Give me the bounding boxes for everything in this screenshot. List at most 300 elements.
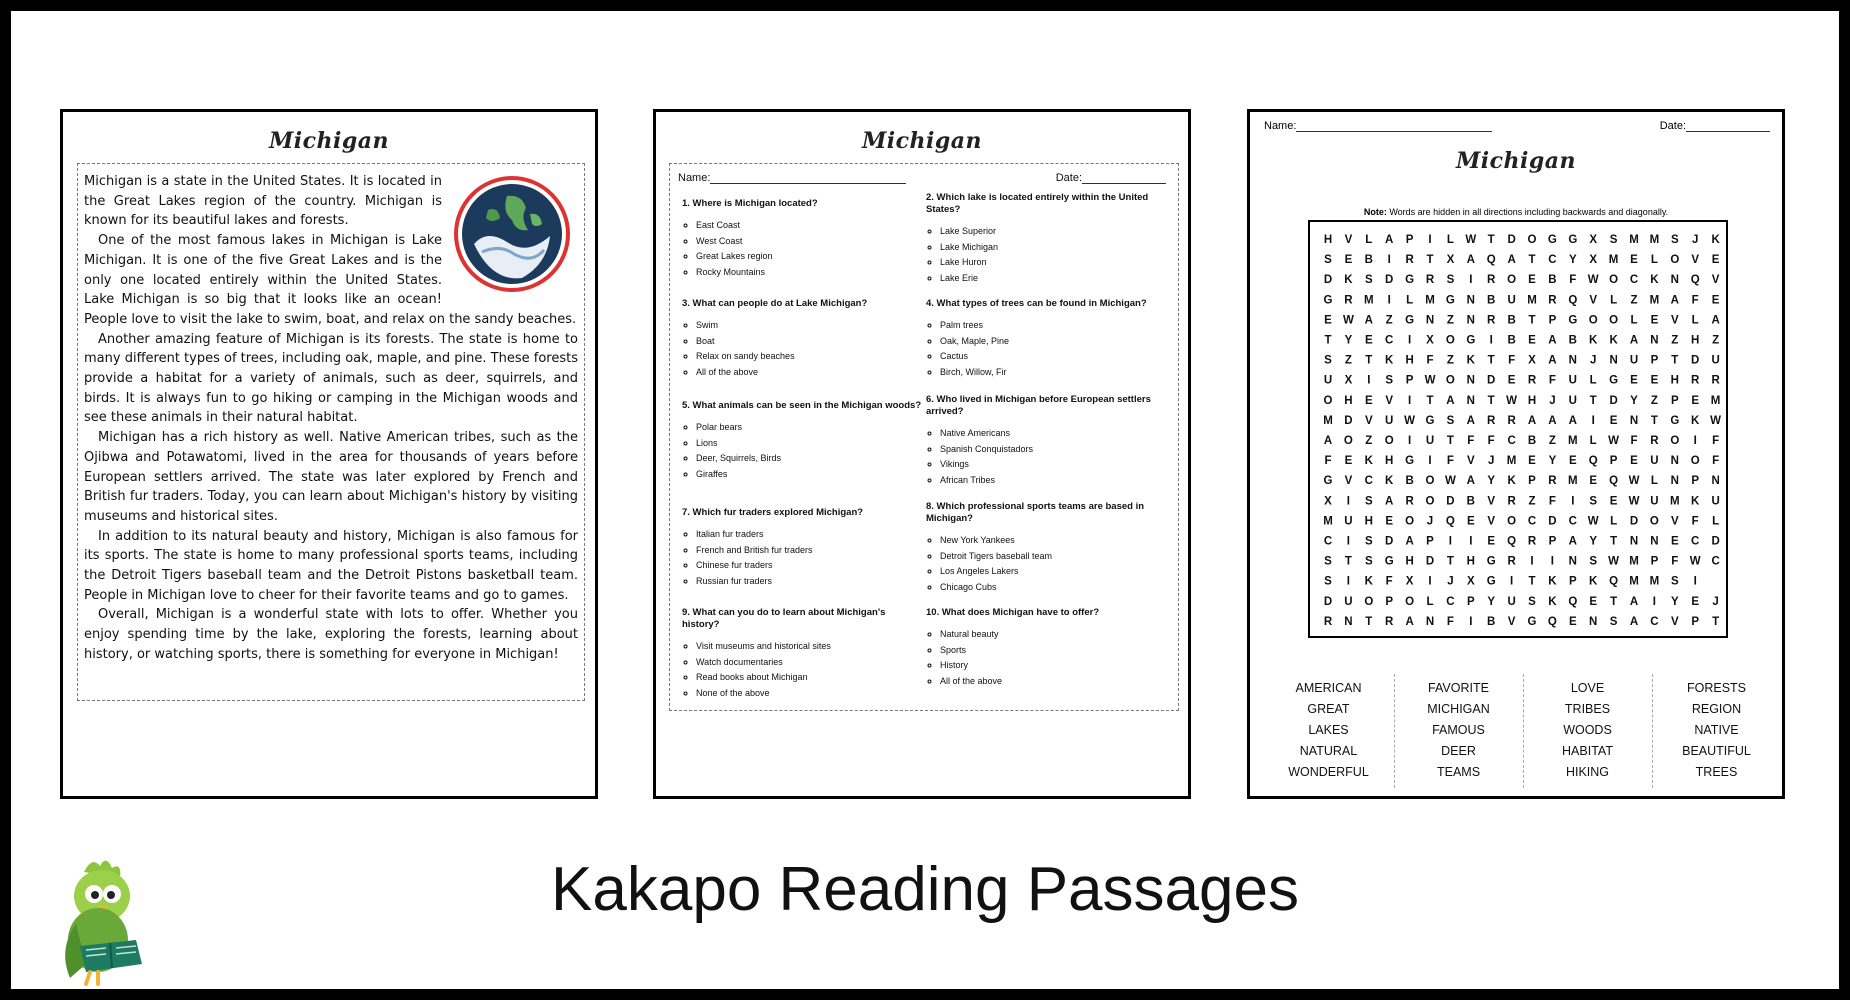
grid-letter[interactable]: N: [1670, 274, 1679, 287]
grid-letter[interactable]: M: [1629, 575, 1639, 588]
quiz-option[interactable]: ◦ Deer, Squirrels, Birds: [696, 451, 922, 467]
grid-letter[interactable]: C: [1446, 595, 1455, 608]
grid-letter[interactable]: R: [1507, 555, 1516, 568]
grid-letter[interactable]: G: [1425, 414, 1435, 427]
grid-letter[interactable]: E: [1487, 535, 1496, 548]
grid-letter[interactable]: S: [1364, 274, 1373, 287]
grid-letter[interactable]: J: [1549, 394, 1556, 407]
grid-letter[interactable]: Y: [1568, 254, 1577, 267]
grid-letter[interactable]: W: [1689, 555, 1701, 568]
grid-letter[interactable]: D: [1507, 234, 1516, 246]
grid-letter[interactable]: F: [1467, 435, 1475, 447]
quiz-option[interactable]: ◦ Natural beauty: [940, 627, 1166, 643]
quiz-option[interactable]: ◦ East Coast: [696, 218, 922, 234]
grid-letter[interactable]: R: [1548, 294, 1557, 307]
grid-letter[interactable]: A: [1548, 414, 1557, 427]
grid-letter[interactable]: E: [1670, 535, 1679, 548]
grid-letter[interactable]: E: [1691, 595, 1700, 608]
grid-letter[interactable]: Y: [1630, 394, 1638, 407]
grid-letter[interactable]: O: [1425, 495, 1435, 508]
grid-letter[interactable]: O: [1507, 274, 1517, 287]
grid-letter[interactable]: S: [1446, 274, 1455, 287]
grid-letter[interactable]: V: [1364, 414, 1373, 427]
date-line[interactable]: [1686, 131, 1770, 132]
grid-letter[interactable]: A: [1629, 595, 1639, 608]
grid-letter[interactable]: W: [1342, 314, 1354, 327]
grid-letter[interactable]: F: [1712, 435, 1720, 447]
quiz-option[interactable]: ◦ Watch documentaries: [696, 655, 922, 671]
grid-letter[interactable]: R: [1650, 435, 1659, 447]
grid-letter[interactable]: U: [1344, 515, 1353, 528]
grid-letter[interactable]: N: [1568, 354, 1577, 367]
grid-letter[interactable]: K: [1548, 595, 1557, 608]
grid-letter[interactable]: U: [1425, 435, 1435, 447]
grid-letter[interactable]: L: [1589, 435, 1597, 447]
grid-letter[interactable]: J: [1712, 595, 1719, 608]
grid-letter[interactable]: S: [1670, 575, 1679, 588]
quiz-option[interactable]: ◦ Sports: [940, 643, 1166, 659]
grid-letter[interactable]: Y: [1344, 334, 1353, 347]
quiz-option[interactable]: ◦ African Tribes: [940, 473, 1166, 489]
grid-letter[interactable]: S: [1324, 555, 1332, 568]
grid-letter[interactable]: W: [1424, 374, 1436, 387]
quiz-option[interactable]: ◦ Oak, Maple, Pine: [940, 334, 1166, 350]
grid-letter[interactable]: N: [1568, 555, 1577, 568]
grid-letter[interactable]: B: [1405, 475, 1414, 488]
grid-letter[interactable]: X: [1466, 575, 1475, 588]
grid-letter[interactable]: A: [1507, 254, 1516, 267]
grid-letter[interactable]: G: [1568, 234, 1578, 246]
grid-letter[interactable]: A: [1568, 414, 1577, 427]
grid-letter[interactable]: U: [1385, 414, 1394, 427]
grid-letter[interactable]: E: [1630, 374, 1638, 387]
grid-letter[interactable]: S: [1324, 254, 1332, 267]
grid-letter[interactable]: C: [1323, 535, 1333, 548]
grid-letter[interactable]: A: [1385, 234, 1394, 246]
grid-letter[interactable]: W: [1587, 515, 1599, 528]
grid-letter[interactable]: S: [1364, 535, 1373, 548]
grid-letter[interactable]: O: [1649, 515, 1659, 528]
grid-letter[interactable]: J: [1426, 515, 1434, 528]
grid-letter[interactable]: Z: [1671, 334, 1679, 347]
grid-letter[interactable]: C: [1527, 515, 1537, 528]
grid-letter[interactable]: C: [1507, 435, 1516, 447]
grid-letter[interactable]: E: [1650, 314, 1659, 327]
grid-letter[interactable]: T: [1365, 354, 1373, 367]
quiz-option[interactable]: ◦ Italian fur traders: [696, 527, 922, 543]
grid-letter[interactable]: P: [1650, 354, 1659, 367]
grid-letter[interactable]: R: [1405, 254, 1414, 267]
grid-letter[interactable]: H: [1405, 555, 1414, 568]
grid-letter[interactable]: E: [1528, 455, 1536, 468]
grid-letter[interactable]: Z: [1365, 435, 1373, 447]
grid-letter[interactable]: J: [1691, 234, 1699, 246]
grid-letter[interactable]: G: [1527, 615, 1537, 628]
grid-letter[interactable]: T: [1487, 354, 1495, 367]
grid-letter[interactable]: B: [1568, 334, 1577, 347]
grid-letter[interactable]: M: [1649, 575, 1660, 588]
grid-letter[interactable]: F: [1548, 495, 1556, 508]
grid-letter[interactable]: O: [1609, 274, 1619, 287]
grid-letter[interactable]: N: [1670, 455, 1679, 468]
grid-letter[interactable]: I: [1387, 254, 1391, 267]
grid-letter[interactable]: A: [1629, 615, 1639, 628]
grid-letter[interactable]: R: [1344, 294, 1353, 307]
grid-letter[interactable]: I: [1367, 374, 1371, 387]
grid-letter[interactable]: F: [1446, 455, 1454, 468]
quiz-option[interactable]: ◦ Rocky Mountains: [696, 265, 922, 281]
grid-letter[interactable]: G: [1486, 555, 1496, 568]
grid-letter[interactable]: A: [1446, 394, 1455, 407]
grid-letter[interactable]: R: [1711, 374, 1720, 387]
grid-letter[interactable]: A: [1670, 294, 1679, 307]
grid-letter[interactable]: F: [1487, 435, 1495, 447]
grid-letter[interactable]: E: [1528, 274, 1536, 287]
grid-letter[interactable]: W: [1628, 495, 1640, 508]
grid-letter[interactable]: C: [1548, 254, 1557, 267]
grid-letter[interactable]: O: [1323, 394, 1333, 407]
grid-letter[interactable]: O: [1588, 314, 1598, 327]
grid-letter[interactable]: W: [1465, 234, 1477, 246]
quiz-option[interactable]: ◦ Giraffes: [696, 467, 922, 483]
grid-letter[interactable]: V: [1344, 234, 1353, 246]
grid-letter[interactable]: M: [1629, 555, 1639, 568]
grid-letter[interactable]: H: [1691, 334, 1700, 347]
quiz-option[interactable]: ◦ Birch, Willow, Fir: [940, 365, 1166, 381]
grid-letter[interactable]: R: [1487, 274, 1496, 287]
grid-letter[interactable]: Q: [1445, 515, 1455, 528]
passage-page[interactable]: [60, 109, 598, 799]
grid-letter[interactable]: C: [1364, 475, 1373, 488]
grid-letter[interactable]: K: [1507, 475, 1516, 488]
quiz-option[interactable]: ◦ Chicago Cubs: [940, 580, 1166, 596]
grid-letter[interactable]: I: [1469, 615, 1473, 628]
grid-letter[interactable]: T: [1528, 575, 1536, 588]
grid-letter[interactable]: Y: [1487, 595, 1496, 608]
grid-letter[interactable]: Z: [1385, 314, 1393, 327]
grid-letter[interactable]: I: [1489, 334, 1493, 347]
grid-letter[interactable]: A: [1466, 414, 1475, 427]
grid-letter[interactable]: O: [1609, 314, 1619, 327]
grid-letter[interactable]: I: [1387, 294, 1391, 307]
grid-letter[interactable]: M: [1425, 294, 1435, 307]
grid-letter[interactable]: V: [1670, 314, 1679, 327]
grid-letter[interactable]: O: [1364, 595, 1374, 608]
grid-letter[interactable]: T: [1324, 334, 1332, 347]
grid-letter[interactable]: P: [1426, 535, 1434, 548]
grid-letter[interactable]: L: [1650, 475, 1658, 488]
grid-letter[interactable]: V: [1670, 515, 1679, 528]
grid-letter[interactable]: Y: [1589, 535, 1598, 548]
grid-letter[interactable]: F: [1691, 515, 1699, 528]
grid-letter[interactable]: L: [1610, 515, 1618, 528]
quiz-option[interactable]: ◦ Lake Superior: [940, 224, 1166, 240]
grid-letter[interactable]: U: [1711, 354, 1720, 367]
grid-letter[interactable]: R: [1691, 374, 1700, 387]
grid-letter[interactable]: M: [1568, 475, 1578, 488]
grid-letter[interactable]: G: [1670, 414, 1680, 427]
grid-letter[interactable]: G: [1384, 555, 1394, 568]
grid-letter[interactable]: J: [1589, 354, 1597, 367]
grid-letter[interactable]: E: [1589, 475, 1598, 488]
grid-letter[interactable]: F: [1671, 555, 1679, 568]
grid-letter[interactable]: I: [1571, 495, 1575, 508]
grid-letter[interactable]: A: [1323, 435, 1333, 447]
quiz-option[interactable]: ◦ None of the above: [696, 686, 922, 702]
name-line[interactable]: [1296, 131, 1492, 132]
grid-letter[interactable]: T: [1426, 394, 1434, 407]
grid-letter[interactable]: H: [1466, 555, 1475, 568]
grid-letter[interactable]: W: [1608, 555, 1620, 568]
grid-letter[interactable]: O: [1507, 515, 1517, 528]
grid-letter[interactable]: O: [1670, 254, 1680, 267]
grid-letter[interactable]: U: [1711, 495, 1720, 508]
grid-letter[interactable]: W: [1710, 414, 1722, 427]
grid-letter[interactable]: V: [1487, 515, 1496, 528]
grid-letter[interactable]: S: [1609, 234, 1618, 246]
grid-letter[interactable]: M: [1323, 515, 1333, 528]
grid-letter[interactable]: U: [1507, 294, 1516, 307]
grid-letter[interactable]: S: [1364, 555, 1373, 568]
grid-letter[interactable]: W: [1506, 394, 1518, 407]
grid-letter[interactable]: T: [1446, 555, 1454, 568]
grid-letter[interactable]: M: [1364, 294, 1374, 307]
grid-letter[interactable]: W: [1628, 475, 1640, 488]
grid-letter[interactable]: R: [1507, 414, 1516, 427]
grid-letter[interactable]: V: [1466, 455, 1475, 468]
grid-letter[interactable]: R: [1405, 495, 1414, 508]
grid-letter[interactable]: Z: [1548, 435, 1556, 447]
grid-letter[interactable]: O: [1445, 374, 1455, 387]
quiz-option[interactable]: ◦ Lake Huron: [940, 255, 1166, 271]
grid-letter[interactable]: S: [1528, 595, 1536, 608]
grid-letter[interactable]: F: [1691, 294, 1699, 307]
grid-letter[interactable]: T: [1528, 314, 1536, 327]
grid-letter[interactable]: T: [1671, 354, 1679, 367]
grid-letter[interactable]: O: [1343, 435, 1353, 447]
grid-letter[interactable]: R: [1487, 414, 1496, 427]
grid-letter[interactable]: M: [1710, 394, 1721, 407]
grid-letter[interactable]: D: [1548, 515, 1557, 528]
grid-letter[interactable]: A: [1629, 334, 1639, 347]
grid-letter[interactable]: N: [1609, 354, 1618, 367]
grid-letter[interactable]: B: [1487, 615, 1496, 628]
grid-letter[interactable]: H: [1670, 374, 1679, 387]
grid-letter[interactable]: D: [1487, 374, 1496, 387]
grid-letter[interactable]: O: [1405, 515, 1415, 528]
grid-letter[interactable]: K: [1691, 495, 1700, 508]
grid-letter[interactable]: K: [1650, 274, 1659, 287]
quiz-option[interactable]: ◦ Lake Michigan: [940, 240, 1166, 256]
quiz-option[interactable]: ◦ Swim: [696, 318, 922, 334]
grid-letter[interactable]: G: [1486, 575, 1496, 588]
quiz-option[interactable]: ◦ All of the above: [940, 674, 1166, 690]
grid-letter[interactable]: S: [1364, 495, 1373, 508]
grid-letter[interactable]: F: [1324, 455, 1332, 468]
grid-letter[interactable]: P: [1528, 475, 1536, 488]
grid-letter[interactable]: L: [1630, 314, 1638, 327]
grid-letter[interactable]: U: [1568, 394, 1577, 407]
grid-letter[interactable]: L: [1712, 515, 1720, 528]
wordsearch-page[interactable]: [1247, 109, 1785, 799]
quiz-option[interactable]: ◦ Vikings: [940, 457, 1166, 473]
grid-letter[interactable]: D: [1385, 535, 1394, 548]
grid-letter[interactable]: B: [1466, 495, 1475, 508]
grid-letter[interactable]: X: [1344, 374, 1353, 387]
grid-letter[interactable]: P: [1691, 475, 1700, 488]
quiz-option[interactable]: ◦ Spanish Conquistadors: [940, 442, 1166, 458]
grid-letter[interactable]: H: [1344, 394, 1353, 407]
grid-letter[interactable]: N: [1425, 314, 1435, 327]
grid-letter[interactable]: E: [1364, 394, 1373, 407]
grid-letter[interactable]: V: [1589, 294, 1598, 307]
grid-letter[interactable]: A: [1385, 495, 1394, 508]
grid-letter[interactable]: K: [1711, 234, 1720, 246]
grid-letter[interactable]: D: [1385, 274, 1394, 287]
grid-letter[interactable]: A: [1466, 254, 1475, 267]
grid-letter[interactable]: O: [1445, 334, 1455, 347]
grid-letter[interactable]: O: [1425, 475, 1435, 488]
grid-letter[interactable]: K: [1548, 575, 1557, 588]
grid-letter[interactable]: E: [1711, 294, 1720, 307]
grid-letter[interactable]: V: [1670, 615, 1679, 628]
grid-letter[interactable]: T: [1365, 615, 1373, 628]
grid-letter[interactable]: P: [1405, 374, 1414, 387]
quiz-option[interactable]: ◦ Russian fur traders: [696, 574, 922, 590]
grid-letter[interactable]: R: [1487, 314, 1496, 327]
grid-letter[interactable]: Y: [1487, 475, 1496, 488]
grid-letter[interactable]: I: [1550, 555, 1555, 568]
grid-letter[interactable]: K: [1364, 575, 1373, 588]
grid-letter[interactable]: A: [1466, 475, 1475, 488]
grid-letter[interactable]: L: [1691, 314, 1699, 327]
grid-letter[interactable]: O: [1405, 595, 1415, 608]
grid-letter[interactable]: E: [1344, 254, 1353, 267]
grid-letter[interactable]: N: [1650, 334, 1659, 347]
grid-letter[interactable]: E: [1324, 314, 1332, 327]
grid-letter[interactable]: I: [1428, 455, 1432, 468]
quiz-option[interactable]: ◦ West Coast: [696, 234, 922, 250]
grid-letter[interactable]: E: [1568, 615, 1577, 628]
grid-letter[interactable]: D: [1711, 535, 1720, 548]
grid-letter[interactable]: M: [1649, 294, 1660, 307]
grid-letter[interactable]: K: [1589, 334, 1598, 347]
grid-letter[interactable]: T: [1344, 555, 1352, 568]
grid-letter[interactable]: I: [1428, 234, 1432, 246]
grid-letter[interactable]: M: [1527, 294, 1537, 307]
grid-letter[interactable]: Q: [1507, 535, 1517, 548]
grid-letter[interactable]: D: [1323, 595, 1333, 608]
grid-letter[interactable]: G: [1609, 374, 1619, 387]
quiz-option[interactable]: ◦ Chinese fur traders: [696, 558, 922, 574]
grid-letter[interactable]: I: [1509, 575, 1514, 588]
grid-letter[interactable]: F: [1548, 374, 1556, 387]
grid-letter[interactable]: V: [1385, 394, 1394, 407]
grid-letter[interactable]: E: [1528, 334, 1536, 347]
grid-letter[interactable]: E: [1609, 495, 1618, 508]
grid-letter[interactable]: D: [1323, 274, 1333, 287]
grid-letter[interactable]: I: [1591, 414, 1595, 427]
grid-letter[interactable]: U: [1650, 495, 1659, 508]
grid-letter[interactable]: R: [1507, 495, 1516, 508]
grid-letter[interactable]: Z: [1344, 354, 1352, 367]
quiz-option[interactable]: ◦ Detroit Tigers baseball team: [940, 549, 1166, 565]
grid-letter[interactable]: V: [1711, 274, 1720, 287]
grid-letter[interactable]: M: [1568, 435, 1578, 447]
grid-letter[interactable]: G: [1405, 314, 1415, 327]
grid-letter[interactable]: A: [1548, 334, 1557, 347]
grid-letter[interactable]: V: [1691, 254, 1700, 267]
grid-letter[interactable]: P: [1650, 555, 1659, 568]
grid-letter[interactable]: Z: [1650, 394, 1658, 407]
grid-letter[interactable]: H: [1527, 394, 1537, 407]
quiz-option[interactable]: ◦ Los Angeles Lakers: [940, 564, 1166, 580]
grid-letter[interactable]: W: [1404, 414, 1416, 427]
grid-letter[interactable]: A: [1568, 535, 1577, 548]
quiz-option[interactable]: ◦ Cactus: [940, 349, 1166, 365]
grid-letter[interactable]: S: [1324, 575, 1332, 588]
grid-letter[interactable]: T: [1610, 535, 1618, 548]
grid-letter[interactable]: M: [1670, 495, 1680, 508]
grid-letter[interactable]: D: [1609, 394, 1618, 407]
grid-letter[interactable]: Q: [1588, 455, 1598, 468]
grid-letter[interactable]: G: [1466, 334, 1476, 347]
grid-letter[interactable]: B: [1507, 314, 1516, 327]
grid-letter[interactable]: C: [1711, 555, 1720, 568]
grid-letter[interactable]: A: [1405, 535, 1414, 548]
grid-letter[interactable]: K: [1691, 414, 1700, 427]
grid-letter[interactable]: Z: [1528, 495, 1536, 508]
grid-letter[interactable]: V: [1507, 615, 1516, 628]
grid-letter[interactable]: N: [1344, 615, 1353, 628]
grid-letter[interactable]: H: [1385, 455, 1394, 468]
grid-letter[interactable]: F: [1569, 274, 1577, 287]
grid-letter[interactable]: N: [1589, 615, 1598, 628]
grid-letter[interactable]: N: [1629, 535, 1639, 548]
grid-letter[interactable]: N: [1466, 374, 1475, 387]
grid-letter[interactable]: I: [1448, 535, 1453, 548]
grid-letter[interactable]: E: [1630, 455, 1638, 468]
grid-letter[interactable]: F: [1712, 455, 1720, 468]
quiz-option[interactable]: ◦ Native Americans: [940, 426, 1166, 442]
grid-letter[interactable]: I: [1693, 575, 1697, 588]
grid-letter[interactable]: Q: [1690, 274, 1700, 287]
grid-letter[interactable]: T: [1589, 394, 1597, 407]
grid-letter[interactable]: T: [1712, 615, 1720, 628]
letter-grid[interactable]: [1308, 220, 1728, 638]
grid-letter[interactable]: K: [1466, 354, 1475, 367]
grid-letter[interactable]: F: [1446, 615, 1454, 628]
grid-letter[interactable]: G: [1445, 294, 1455, 307]
quiz-option[interactable]: ◦ Lake Erie: [940, 271, 1166, 287]
grid-letter[interactable]: S: [1589, 555, 1598, 568]
grid-letter[interactable]: W: [1444, 475, 1456, 488]
grid-letter[interactable]: A: [1548, 354, 1557, 367]
grid-letter[interactable]: C: [1385, 334, 1394, 347]
grid-letter[interactable]: E: [1385, 515, 1394, 528]
grid-letter[interactable]: W: [1587, 274, 1599, 287]
grid-letter[interactable]: N: [1466, 314, 1475, 327]
grid-letter[interactable]: E: [1630, 254, 1638, 267]
quiz-option[interactable]: ◦ Polar bears: [696, 420, 922, 436]
grid-letter[interactable]: G: [1568, 314, 1578, 327]
grid-letter[interactable]: E: [1650, 374, 1659, 387]
grid-letter[interactable]: Q: [1609, 475, 1619, 488]
grid-letter[interactable]: R: [1425, 274, 1435, 287]
grid-letter[interactable]: N: [1466, 294, 1475, 307]
grid-letter[interactable]: D: [1629, 515, 1639, 528]
grid-letter[interactable]: P: [1385, 595, 1394, 608]
